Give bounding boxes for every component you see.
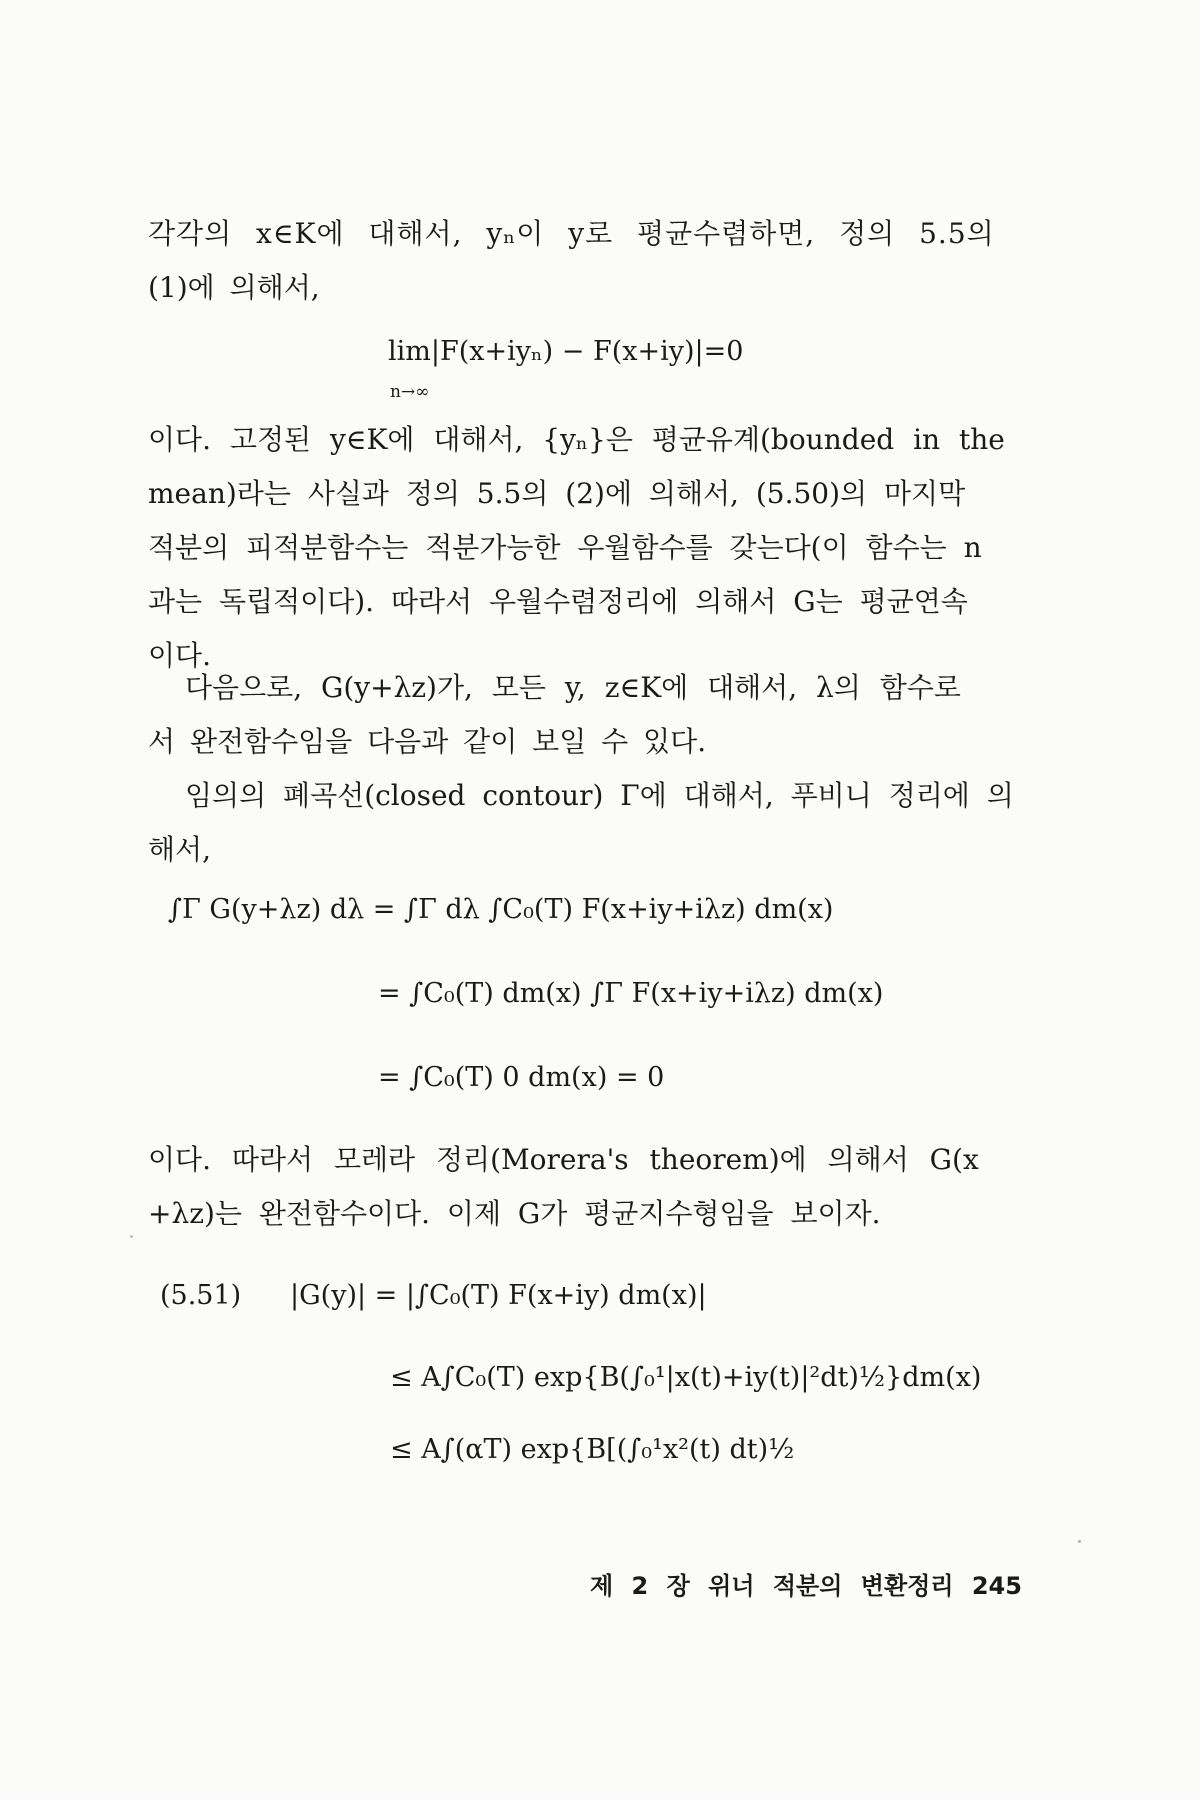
equation-551-line-1: |G(y)| = |∫C₀(T) F(x+iy) dm(x)| (290, 1280, 707, 1311)
paragraph-5-line-1: 이다. 따라서 모레라 정리(Morera's theorem)에 의해서 G(x (148, 1143, 979, 1176)
integral-equation-line-1: ∫Γ G(y+λz) dλ = ∫Γ dλ ∫C₀(T) F(x+iy+iλz) dm(x) (168, 894, 834, 925)
paragraph-2-line-5: 이다. (148, 639, 211, 672)
paragraph-2-line-1: 이다. 고정된 y∈K에 대해서, {yₙ}은 평균유계(bounded in the (148, 423, 1005, 456)
paragraph-3-line-2: 서 완전함수임을 다음과 같이 보일 수 있다. (148, 725, 707, 758)
paragraph-2-line-4: 과는 독립적이다). 따라서 우월수렴정리에 의해서 G는 평균연속 (148, 585, 968, 618)
paragraph-3-line-1: 다음으로, G(y+λz)가, 모든 y, z∈K에 대해서, λ의 함수로 (185, 671, 961, 704)
paragraph-4-line-2: 해서, (148, 833, 211, 866)
equation-551-line-3: ≤ A∫(αT) exp{B[(∫₀¹x²(t) dt)½ (390, 1434, 795, 1465)
integral-equation-line-3: = ∫C₀(T) 0 dm(x) = 0 (378, 1062, 665, 1093)
equation-number: (5.51) (160, 1280, 242, 1311)
scan-speck (130, 1235, 133, 1238)
paragraph-2-line-3: 적분의 피적분함수는 적분가능한 우월함수를 갖는다(이 함수는 n (148, 531, 982, 564)
limit-subscript: n→∞ (390, 382, 430, 402)
paragraph-4-line-1: 임의의 폐곡선(closed contour) Γ에 대해서, 푸비니 정리에 의 (185, 779, 1014, 812)
equation-551-line-2: ≤ A∫C₀(T) exp{B(∫₀¹|x(t)+iy(t)|²dt)½}dm(x) (390, 1362, 982, 1393)
running-footer: 제 2 장 위너 적분의 변환정리 245 (590, 1572, 1022, 1600)
paragraph-5-line-2: +λz)는 완전함수이다. 이제 G가 평균지수형임을 보이자. (148, 1197, 881, 1230)
integral-equation-line-2: = ∫C₀(T) dm(x) ∫Γ F(x+iy+iλz) dm(x) (378, 978, 884, 1009)
paragraph-2-line-2: mean)라는 사실과 정의 5.5의 (2)에 의해서, (5.50)의 마지막 (148, 477, 966, 510)
scan-speck (1078, 1540, 1081, 1543)
limit-equation: lim|F(x+iyₙ) − F(x+iy)|=0 (388, 336, 744, 367)
paragraph-1-line-2: (1)에 의해서, (148, 271, 320, 304)
paragraph-1-line-1: 각각의 x∈K에 대해서, yₙ이 y로 평균수렴하면, 정의 5.5의 (148, 217, 995, 250)
